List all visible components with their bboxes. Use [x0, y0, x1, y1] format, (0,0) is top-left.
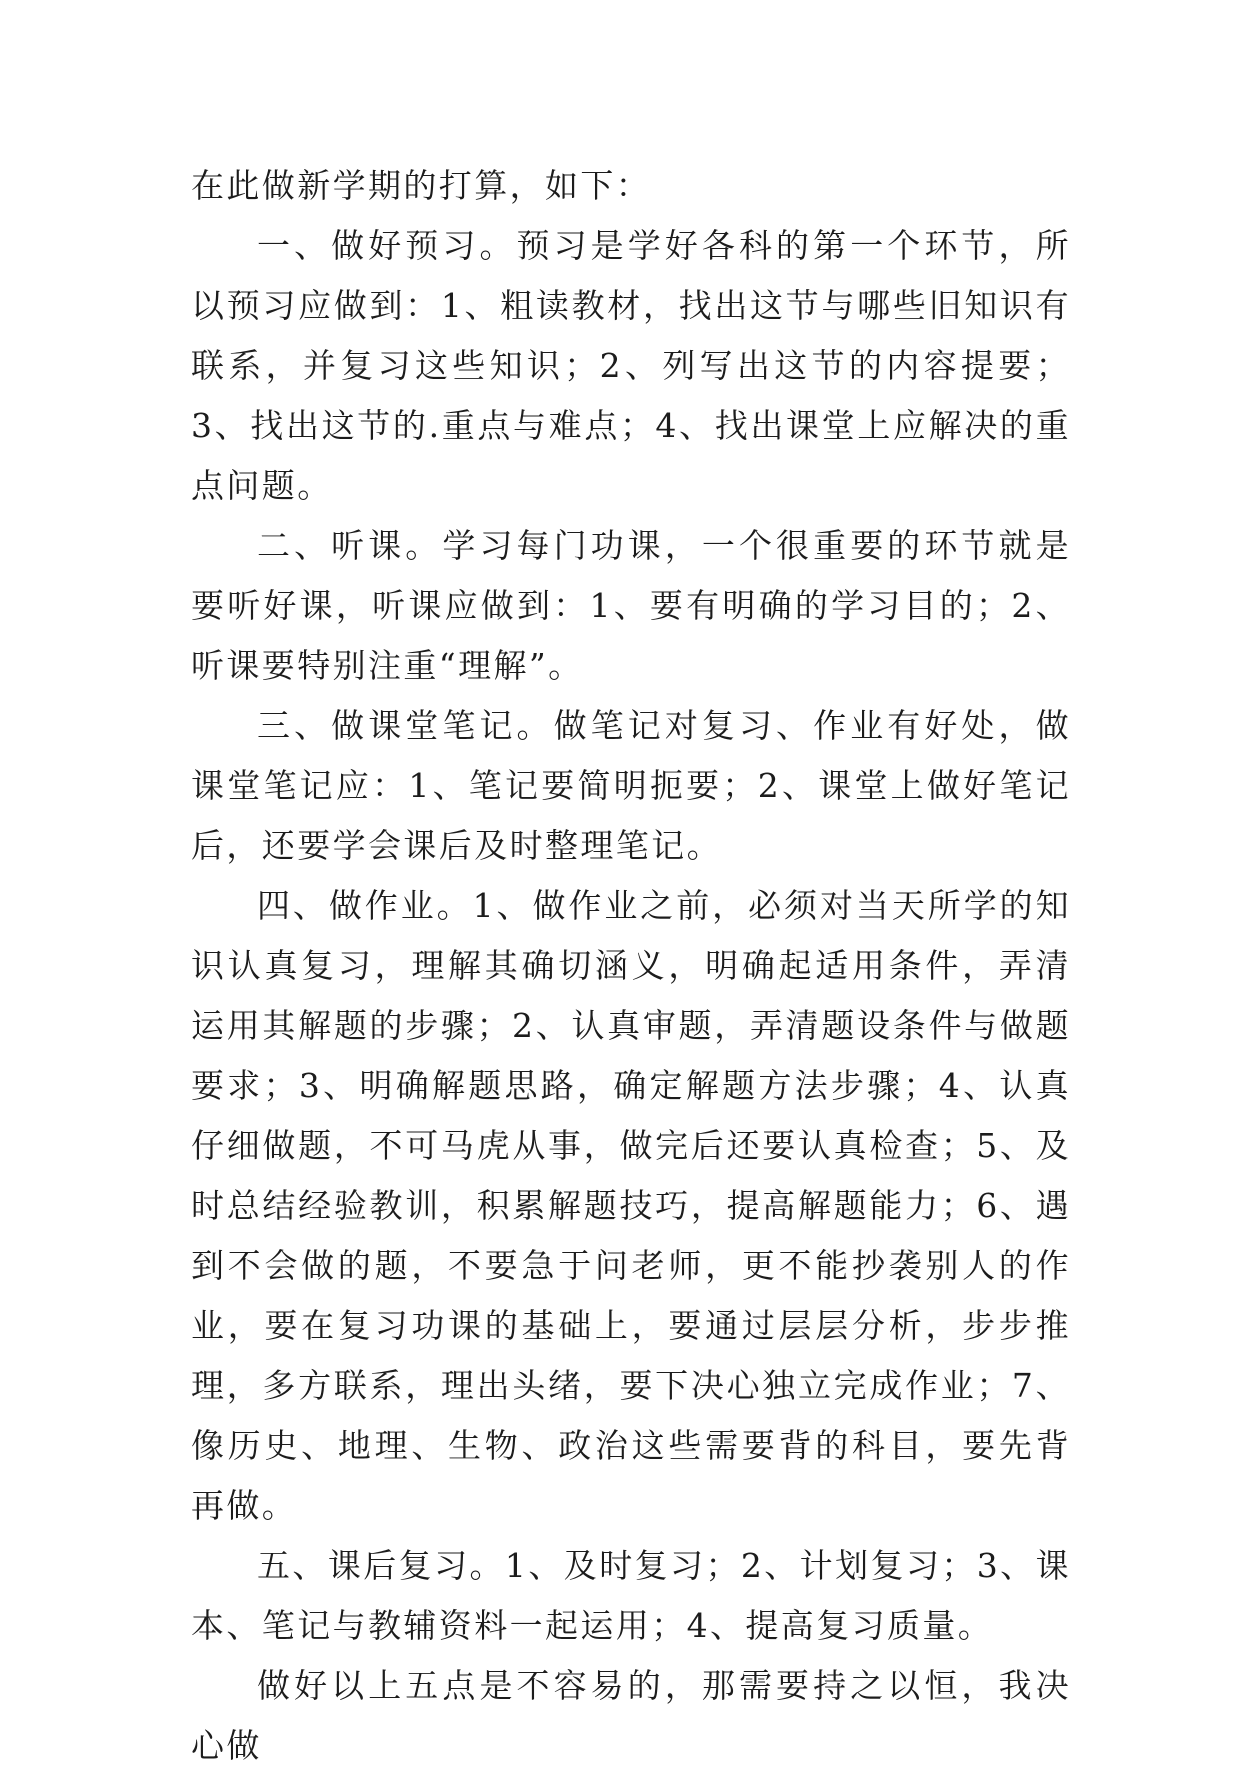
paragraph-preview: 一、做好预习。预习是学好各科的第一个环节，所以预习应做到：1、粗读教材，找出这节与哪些旧知识有联系，并复习这些知识；2、列写出这节的内容提要；3、找出这节的.重点与难点；4、找出课堂上应解决的重点问题。 [191, 226, 1071, 505]
paragraph-review: 五、课后复习。1、及时复习；2、计划复习；3、课本、笔记与教辅资料一起运用；4、提高复习质量。 [191, 1546, 1071, 1645]
paragraph-intro: 在此做新学期的打算，如下： [191, 166, 652, 205]
paragraph-homework: 四、做作业。1、做作业之前，必须对当天所学的知识认真复习，理解其确切涵义，明确起适用条件，弄清运用其解题的步骤；2、认真审题，弄清题设条件与做题要求；3、明确解题思路，确定解题方法步骤；4、认真仔细做题，不可马虎从事，做完后还要认真检查；5、及时总结经验教训，积累解题技巧，提高解题能力；6、遇到不会做的题，不要急于问老师，更不能抄袭别人的作业，要在复习功课的基础上，要通过层层分析，步步推理，多方联系，理出头绪，要下决心独立完成作业；7、像历史、地理、生物、政治这些需要背的科目，要先背再做。 [191, 886, 1071, 1525]
paragraph-notes: 三、做课堂笔记。做笔记对复习、作业有好处，做课堂笔记应：1、笔记要简明扼要；2、课堂上做好笔记后，还要学会课后及时整理笔记。 [191, 706, 1071, 865]
paragraph-listening: 二、听课。学习每门功课，一个很重要的环节就是要听好课，听课应做到：1、要有明确的学习目的；2、听课要特别注重“理解”。 [191, 526, 1071, 685]
document-body [191, 156, 1071, 1776]
paragraph-conclusion: 做好以上五点是不容易的，那需要持之以恒，我决心做 [191, 1666, 1071, 1765]
